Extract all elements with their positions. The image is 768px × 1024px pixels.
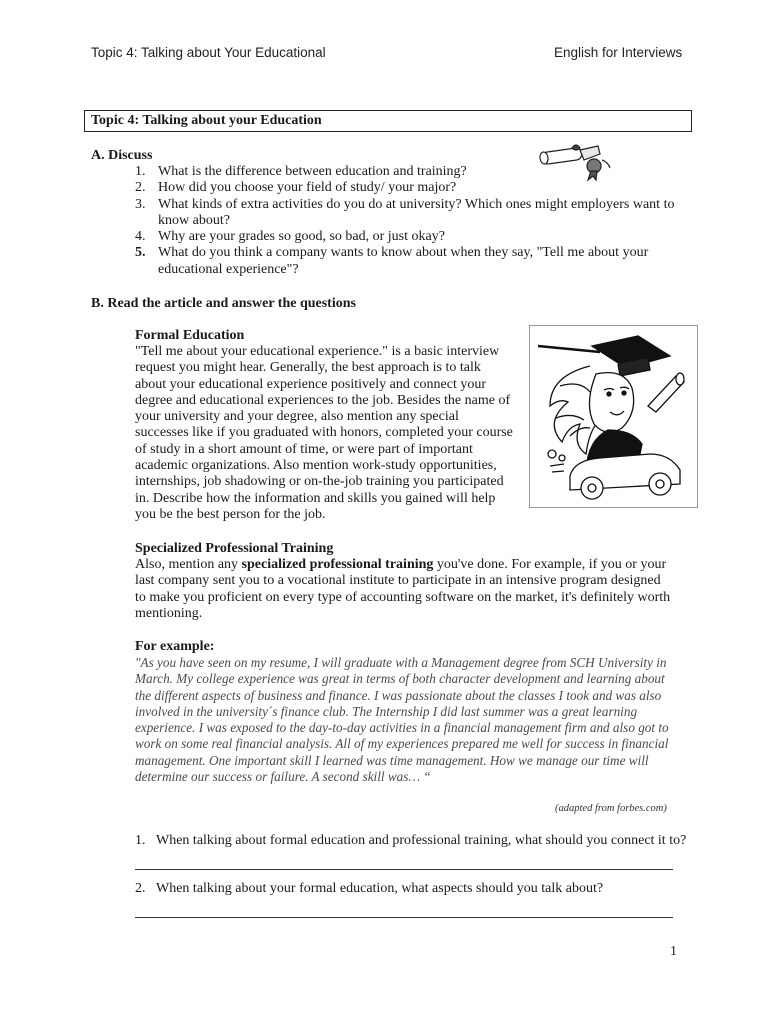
specialized-body-pre: Also, mention any xyxy=(135,557,242,572)
question-text: When talking about your formal education, what aspects should you talk about? xyxy=(156,881,604,896)
graduate-cartoon-illustration xyxy=(530,326,697,507)
discuss-item-number: 2. xyxy=(135,180,146,196)
discuss-item-number: 4. xyxy=(135,229,146,245)
formal-education-body: "Tell me about your educational experience." is a basic interview request you might hear. Generally, the best approach is to talk about your educational experience positively and connect your degree and educational experiences to the job. Besides the name of your university and your degree, also mention any special successes like if you graduated with honors, completed your course of study in a short amount of time, or were part of important academic organizations. Also mention work-study opportunities, internships, job shadowing or on-the-job training you participated in. Describe how the information and skills you gained will help you be the best person for the job. xyxy=(135,344,513,522)
answer-line-2[interactable] xyxy=(135,917,673,918)
section-a-heading: A. Discuss xyxy=(91,148,153,163)
discuss-item-number: 3. xyxy=(135,196,146,212)
example-heading: For example: xyxy=(135,639,215,654)
specialized-body-post: you've done. For example, if you or your last company sent you to a vocational institute to participate in an intensive program designed to make you proficient on every type of accounting software on the market, it's definitely worth mentioning. xyxy=(135,557,671,621)
running-header-right: English for Interviews xyxy=(554,45,683,60)
discuss-item-text: How did you choose your field of study/ your major? xyxy=(158,180,457,196)
discuss-item-text: What kinds of extra activities do you do at university? Which ones might employers want to know about? xyxy=(158,196,675,228)
discuss-item-number: 1. xyxy=(135,164,146,179)
discuss-item-text: What is the difference between education and training? xyxy=(158,164,467,179)
topic-title: Topic 4: Talking about your Education xyxy=(84,110,692,132)
running-header-left: Topic 4: Talking about Your Educational xyxy=(91,45,326,60)
specialized-body-bold: specialized professional training xyxy=(241,557,434,572)
specialized-training-heading: Specialized Professional Training xyxy=(135,541,334,556)
discuss-item xyxy=(135,197,675,230)
discuss-item-text: What do you think a company wants to know about when they say, "Tell me about your educational experience"? xyxy=(158,245,649,277)
source-citation: (adapted from forbes.com) xyxy=(555,803,667,814)
question-1 xyxy=(135,833,695,849)
discuss-item-text: Why are your grades so good, so bad, or just okay? xyxy=(158,229,445,245)
diploma-icon xyxy=(536,140,616,182)
formal-education-heading: Formal Education xyxy=(135,328,245,343)
discuss-item xyxy=(135,229,675,245)
question-text: When talking about formal education and professional training, what should you connect it to? xyxy=(156,833,687,848)
section-b-heading: B. Read the article and answer the questions xyxy=(91,296,356,311)
question-number: 2. xyxy=(135,881,146,896)
question-2 xyxy=(135,881,695,897)
graduate-cartoon-image xyxy=(529,325,698,508)
answer-line-1[interactable] xyxy=(135,869,673,870)
discuss-item xyxy=(135,180,675,196)
question-number: 1. xyxy=(135,833,146,848)
page-number: 1 xyxy=(670,944,677,959)
example-quote: "As you have seen on my resume, I will graduate with a Management degree from SCH University in March. My college experience was great in terms of both character development and learning about the different aspects of business and finance. I was passionate about the classes I took and was also involved in the university´s finance club. The Internship I did last summer was a great learning experience. I was exposed to the day-to-day activities in a financial management firm and also got to work on some real financial analysis. All of my experiences prepared me well for success in financial management. One important skill I learned was time management. How we manage our time will determine our success or failure. A second skill was… “ xyxy=(135,655,669,785)
discuss-item xyxy=(135,245,675,278)
specialized-training-body xyxy=(135,557,675,622)
discuss-item-number: 5. xyxy=(135,245,146,261)
